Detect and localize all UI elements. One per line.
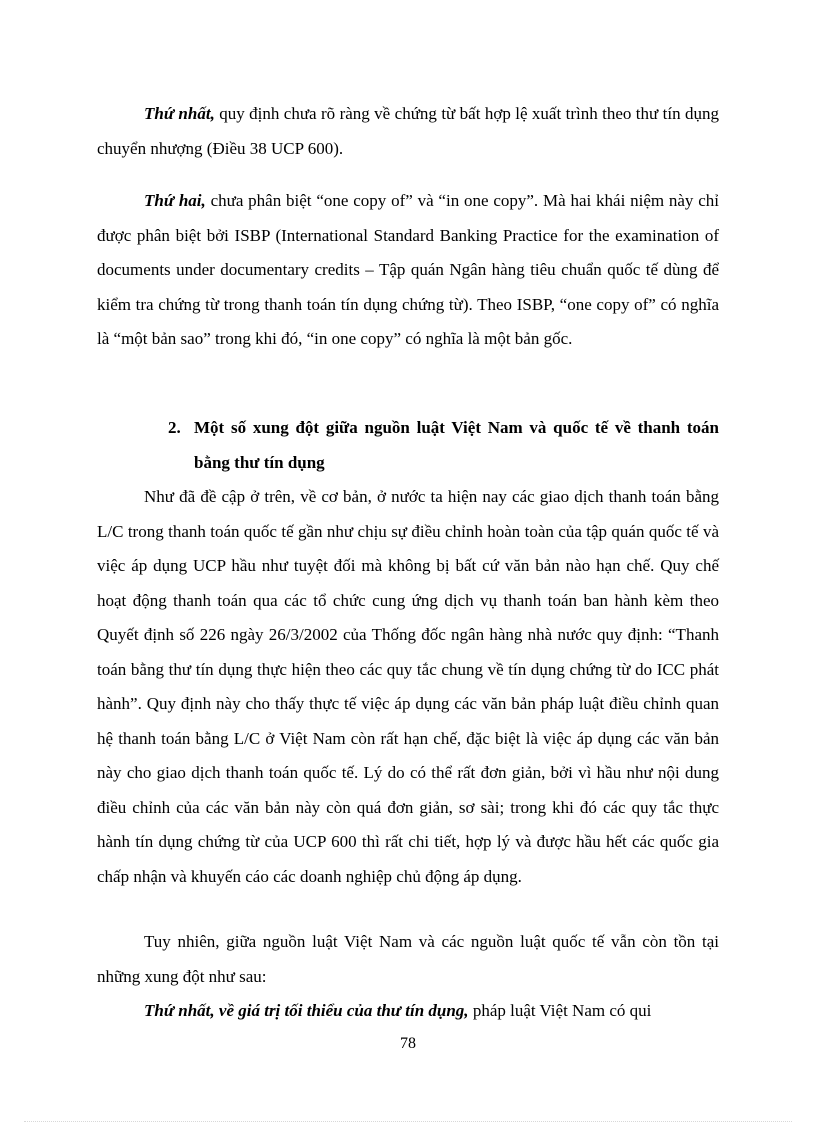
paragraph-lead: Thứ hai, [144, 191, 206, 210]
page-number: 78 [400, 1035, 416, 1052]
paragraph-lead: Thứ nhất, [144, 104, 215, 123]
paragraph-text: quy định chưa rõ ràng về chứng từ bất hợp lệ xuất trình theo thư tín dụng chuyển nhượng (Điều 38 UCP 600). [97, 104, 720, 158]
body-paragraph [97, 480, 719, 894]
footer-divider [24, 1121, 792, 1122]
paragraph-text: pháp luật Việt Nam có qui [468, 1001, 652, 1020]
section-heading [168, 411, 719, 480]
paragraph-text: chưa phân biệt “one copy of” và “in one copy”. Mà hai khái niệm này chỉ được phân biệt bởi ISBP (International Standard Banking Practice for the examination of documents under documentary credits – Tập quán Ngân hàng tiêu chuẩn quốc tế dùng để kiểm tra chứng từ trong thanh toán tín dụng chứng từ). Theo ISBP, “one copy of” có nghĩa là “một bản sao” trong khi đó, “in one copy” có nghĩa là một bản gốc. [97, 191, 720, 348]
section-number: 2. [168, 418, 181, 437]
section-title: Một số xung đột giữa nguồn luật Việt Nam và quốc tế về thanh toán bằng thư tín dụng [194, 418, 719, 472]
body-paragraph [97, 925, 719, 994]
paragraph-minimum-value [97, 994, 719, 1029]
body-paragraph-text: Như đã đề cập ở trên, về cơ bản, ở nước ta hiện nay các giao dịch thanh toán bằng L/C trong thanh toán quốc tế gần như chịu sự điều chỉnh hoàn toàn của tập quán quốc tế và việc áp dụng UCP hầu như tuyệt đối mà không bị bất cứ văn bản nào hạn chế. Quy chế hoạt động thanh toán qua các tổ chức cung ứng dịch vụ thanh toán ban hành kèm theo Quyết định số 226 ngày 26/3/2002 của Thống đốc ngân hàng nhà nước quy định: “Thanh toán bằng thư tín dụng thực hiện theo các quy tắc chung về tín dụng chứng từ do ICC phát hành”. Quy định này cho thấy thực tế việc áp dụng các văn bản pháp luật điều chỉnh quan hệ thanh toán bằng L/C ở Việt Nam còn rất hạn chế, đặc biệt là việc áp dụng các văn bản này cho giao dịch thanh toán quốc tế. Lý do có thể rất đơn giản, bởi vì hầu như nội dung điều chỉnh của các văn bản này còn quá đơn giản, sơ sài; trong khi đó các quy tắc thực hành tín dụng chứng từ của UCP 600 thì rất chi tiết, hợp lý và được hầu hết các quốc gia chấp nhận và khuyến cáo các doanh nghiệp chủ động áp dụng. [97, 487, 719, 886]
paragraph-first-point [97, 97, 719, 166]
body-paragraph-text: Tuy nhiên, giữa nguồn luật Việt Nam và các nguồn luật quốc tế vẫn còn tồn tại những xung đột như sau: [97, 932, 719, 986]
paragraph-second-point [97, 184, 719, 357]
paragraph-lead: Thứ nhất, về giá trị tối thiểu của thư tín dụng, [144, 1001, 469, 1020]
